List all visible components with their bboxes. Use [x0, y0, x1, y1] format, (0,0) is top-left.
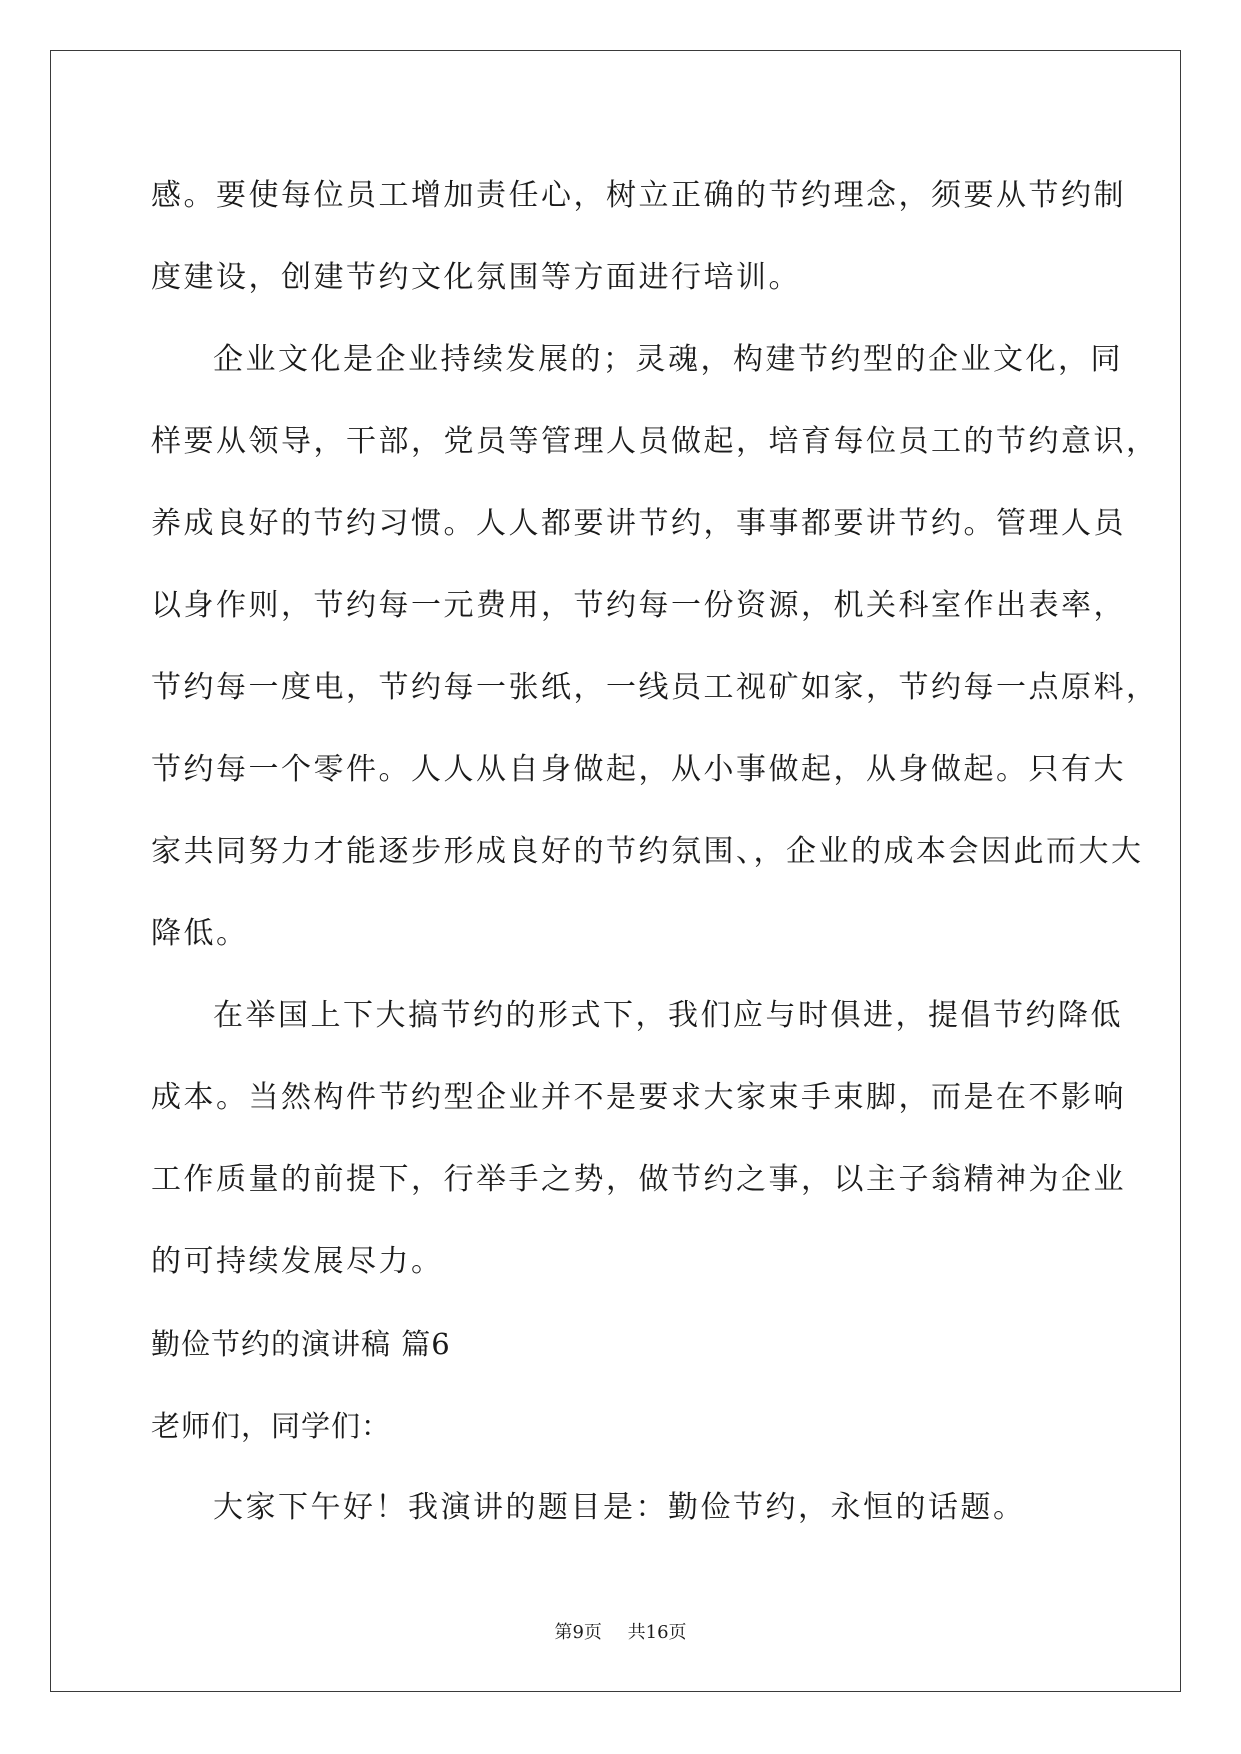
- document-body: [151, 155, 1159, 1549]
- text-line: 以身作则，节约每一元费用，节约每一份资源，机关科室作出表率，: [151, 588, 1126, 623]
- text-line: 样要从领导，干部，党员等管理人员做起，培育每位员工的节约意识，: [151, 424, 1159, 459]
- text-line: 工作质量的前提下，行举手之势，做节约之事，以主子翁精神为企业: [151, 1162, 1126, 1197]
- text-line: 感。要使每位员工增加责任心，树立正确的节约理念，须要从节约制: [151, 178, 1126, 213]
- text-line: 家共同努力才能逐步形成良好的节约氛围、，企业的成本会因此而大大: [151, 834, 1144, 869]
- text-line: 养成良好的节约习惯。人人都要讲节约，事事都要讲节约。管理人员: [151, 506, 1126, 541]
- page-total: 共16页: [627, 1622, 687, 1643]
- text-line: 度建设，创建节约文化氛围等方面进行培训。: [151, 260, 801, 295]
- page-footer: [0, 1618, 1241, 1644]
- text-line: 降低。: [151, 916, 249, 951]
- text-line: 节约每一度电，节约每一张纸，一线员工视矿如家，节约每一点原料，: [151, 670, 1159, 705]
- paragraph-start: 在举国上下大搞节约的形式下，我们应与时俱进，提倡节约降低: [213, 998, 1123, 1033]
- opening-line: 大家下午好！我演讲的题目是：勤俭节约，永恒的话题。: [213, 1490, 1026, 1525]
- page-number: 第9页: [554, 1622, 602, 1643]
- text-line: 成本。当然构件节约型企业并不是要求大家束手束脚，而是在不影响: [151, 1080, 1126, 1115]
- paragraph-start: 企业文化是企业持续发展的；灵魂，构建节约型的企业文化，同: [213, 342, 1123, 377]
- salutation: 老师们，同学们：: [151, 1409, 392, 1443]
- text-line: 的可持续发展尽力。: [151, 1244, 444, 1279]
- section-title: 勤俭节约的演讲稿 篇6: [151, 1327, 451, 1361]
- text-line: 节约每一个零件。人人从自身做起，从小事做起，从身做起。只有大: [151, 752, 1126, 787]
